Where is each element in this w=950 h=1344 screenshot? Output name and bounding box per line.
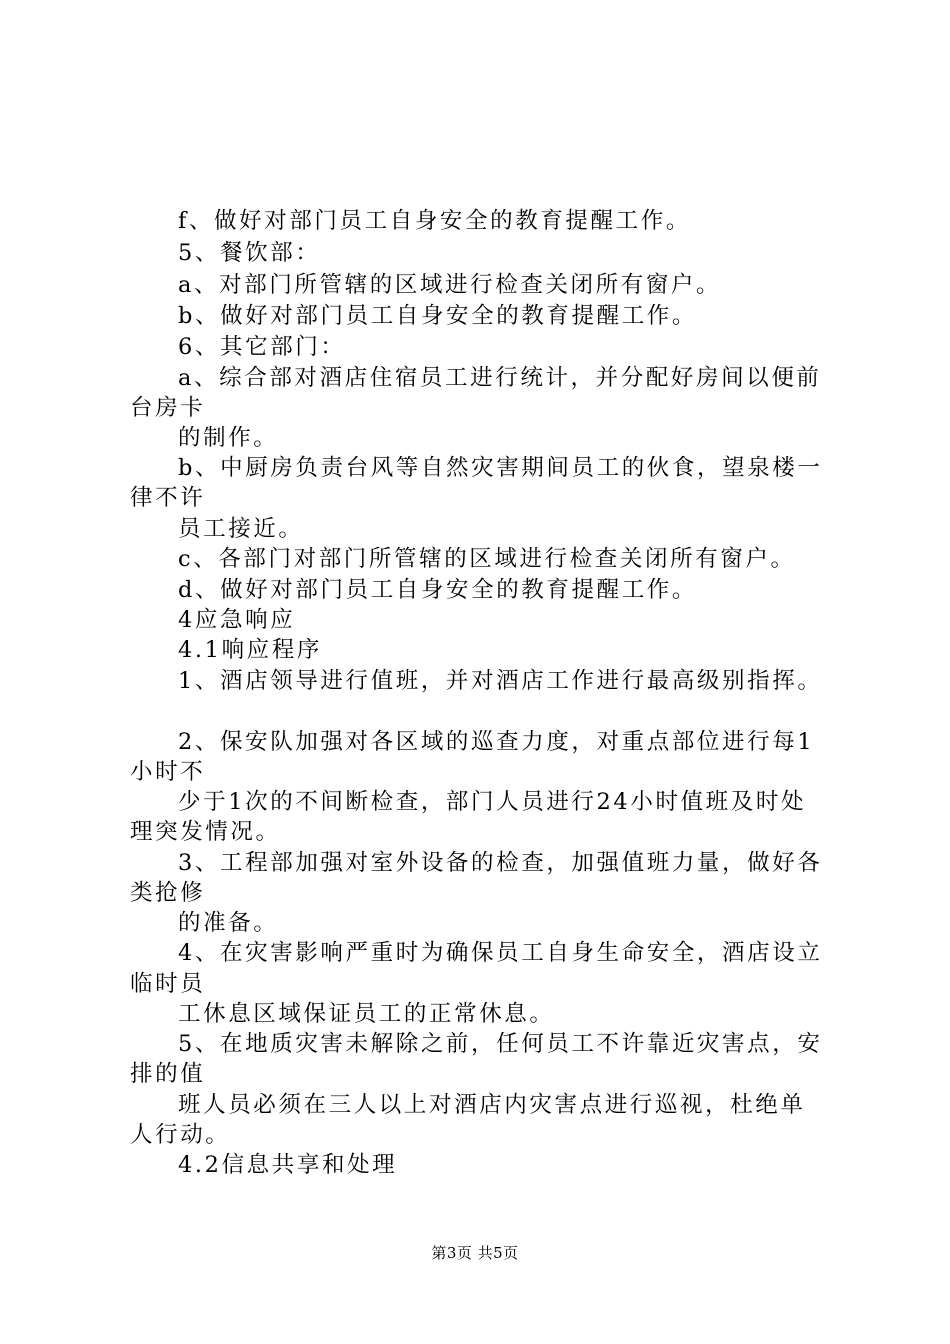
text-line: 班人员必须在三人以上对酒店内灾害点进行巡视，杜绝单	[178, 1092, 806, 1118]
text-line: b、做好对部门员工自身安全的教育提醒工作。	[178, 303, 698, 329]
page-number-footer: 第3页 共5页	[431, 1244, 519, 1262]
text-line: b、中厨房负责台风等自然灾害期间员工的伙食，望泉楼一	[178, 455, 823, 481]
text-line: 5、在地质灾害未解除之前，任何员工不许靠近灾害点，安	[178, 1031, 823, 1057]
text-line: 小时不	[130, 759, 206, 785]
text-line: 的准备。	[178, 910, 279, 936]
text-line: 律不许	[130, 485, 206, 511]
text-line: f、做好对部门员工自身安全的教育提醒工作。	[178, 208, 691, 234]
text-line: 少于1次的不间断检查，部门人员进行24小时值班及时处	[178, 789, 807, 815]
text-line: 员工接近。	[178, 516, 304, 542]
text-line: 台房卡	[130, 395, 206, 421]
text-line: d、做好对部门员工自身安全的教育提醒工作。	[178, 577, 698, 603]
text-line: 2、保安队加强对各区域的巡查力度，对重点部位进行每1	[178, 729, 815, 755]
section-heading: 4.1响应程序	[178, 637, 322, 663]
text-line: 临时员	[130, 971, 206, 997]
text-line: a、综合部对酒店住宿员工进行统计，并分配好房间以便前	[178, 365, 822, 391]
section-heading: 4.2信息共享和处理	[178, 1152, 398, 1178]
text-line: a、对部门所管辖的区域进行检查关闭所有窗户。	[178, 272, 722, 298]
text-line: 4、在灾害影响严重时为确保员工自身生命安全，酒店设立	[178, 940, 823, 966]
text-line: 人行动。	[130, 1122, 231, 1148]
text-line: 理突发情况。	[130, 819, 281, 845]
text-line: 5、餐饮部：	[178, 240, 321, 266]
text-line: 的制作。	[178, 425, 279, 451]
section-heading: 4应急响应	[178, 607, 296, 633]
text-line: c、各部门对部门所管辖的区域进行检查关闭所有窗户。	[178, 546, 796, 572]
text-line: 6、其它部门：	[178, 334, 346, 360]
text-line: 1、酒店领导进行值班，并对酒店工作进行最高级别指挥。	[178, 668, 823, 694]
text-line: 排的值	[130, 1061, 206, 1087]
text-line: 工休息区域保证员工的正常休息。	[178, 1001, 555, 1027]
text-line: 类抢修	[130, 880, 206, 906]
text-line: 3、工程部加强对室外设备的检查，加强值班力量，做好各	[178, 850, 823, 876]
